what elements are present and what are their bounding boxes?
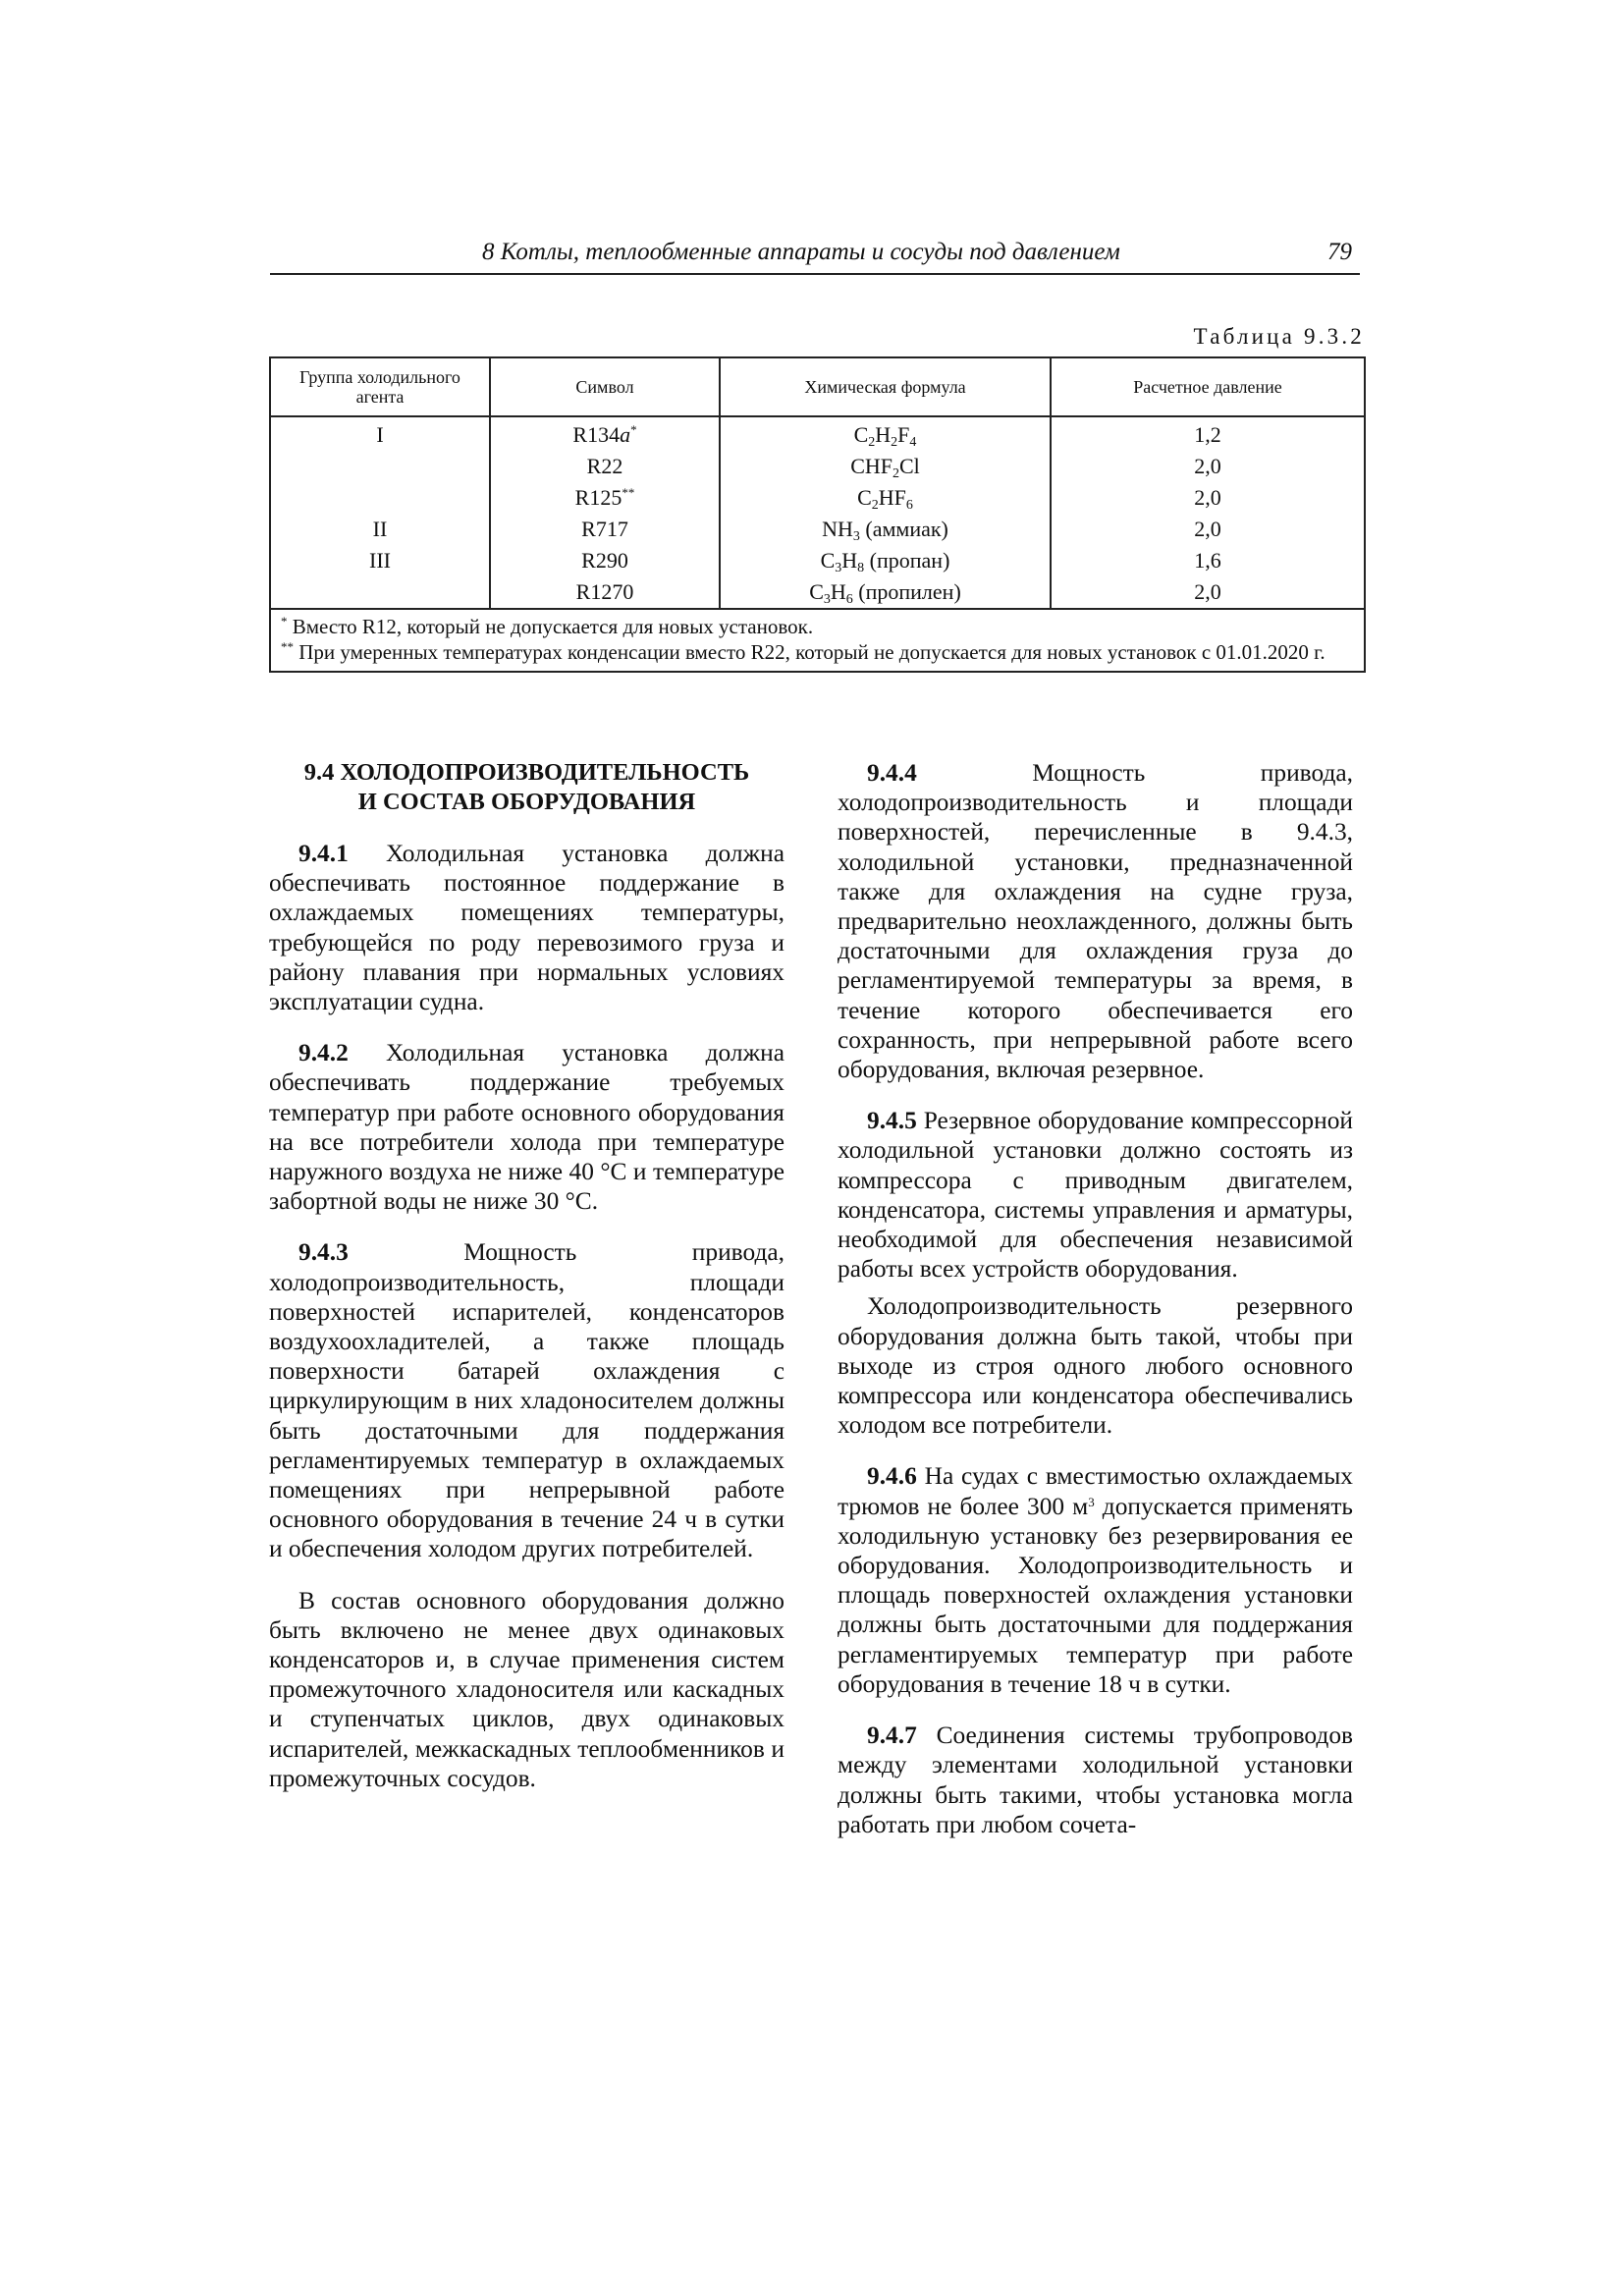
table-row (270, 482, 1365, 514)
footnote-text: При умеренных температурах конденсации вместо R22, который не допускается для новых установок с 01.01.2020 г. (294, 640, 1325, 664)
cell-pressure: 2,0 (1051, 451, 1365, 482)
cell-pressure: 1,6 (1051, 545, 1365, 576)
symbol-suffix: a (620, 422, 631, 447)
left-column (269, 758, 784, 1815)
symbol-text: R22 (586, 454, 623, 478)
footnote-mark: ** (281, 639, 294, 654)
paragraph-text: Мощность привода, холодопроизводительность и площади поверхностей, перечисленные в 9.4.3, холодильной установки, предназначенной также для охлаждения на судне груза, предварительно неохлажденного, должны быть достаточными для охлаждения груза до регламентируемой температуры за время, в течение которого обеспечивается его сохранность, при непрерывной работе всего оборудования, включая резервное. (838, 759, 1353, 1084)
cell-formula: $NH_3$ (аммиак) (720, 514, 1051, 545)
cell-symbol (490, 545, 720, 576)
symbol-text: R290 (581, 548, 628, 573)
cell-pressure: 2,0 (1051, 482, 1365, 514)
cell-symbol (490, 482, 720, 514)
column-header: Группа холодильного агента (270, 357, 490, 416)
paragraph-number: 9.4.6 (867, 1462, 917, 1491)
paragraph-text: Резервное оборудование компрессорной холодильной установки должно состоять из компрессора с приводным двигателем, конденсатора, системы управления и арматуры, необходимой для обеспечения независимой работы всех устройств оборудования. (838, 1107, 1353, 1284)
paragraph-text: Холодильная установка должна обеспечивать поддержание требуемых температур при работе основного оборудования на все потребители холода при температуре наружного воздуха не ниже 40 °С и температуре забортной воды не ниже 30 °С. (269, 1039, 784, 1216)
cell-group (270, 451, 490, 482)
table-notes-row (270, 609, 1365, 672)
paragraph-9-4-5-continued (838, 1291, 1353, 1440)
paragraph-text: допускается применять холодильную установку без резервирования ее оборудования. Холодопроизводительность и площадь поверхностей охлаждения установки должны быть достаточными для поддержания регламентируемых температур при работе оборудования в течение 18 ч в сутки. (838, 1492, 1353, 1698)
right-column (838, 758, 1353, 1861)
paragraph-9-4-2 (269, 1038, 784, 1216)
paragraph-9-4-5 (838, 1106, 1353, 1284)
paragraph-text: На судах с вместимостью охлаждаемых трюмов не более 300 м (838, 1462, 1353, 1520)
cell-formula: $C_3H_8$ (пропан) (720, 545, 1051, 576)
running-header (270, 239, 1360, 275)
table-row (270, 514, 1365, 545)
paragraph-text: Соединения системы трубопроводов между элементами холодильной установки должны быть такими, чтобы установка могла работать при любом сочета- (838, 1722, 1353, 1838)
cell-symbol (490, 514, 720, 545)
symbol-text: R125 (574, 485, 622, 510)
column-header: Расчетное давление (1051, 357, 1365, 416)
symbol-text: R717 (581, 517, 628, 541)
cell-group: II (270, 514, 490, 545)
paragraph-9-4-3-continued (269, 1586, 784, 1793)
paragraph-number: 9.4.5 (867, 1107, 917, 1135)
page-number: 79 (1327, 239, 1352, 265)
symbol-text: R134 (572, 422, 621, 447)
cell-formula: $C_2H_2F_4$ (720, 416, 1051, 451)
table-header-row (270, 357, 1365, 416)
paragraph-number: 9.4.7 (867, 1722, 917, 1750)
cell-group (270, 576, 490, 609)
paragraph-9-4-3 (269, 1237, 784, 1563)
footnote-mark: ** (622, 485, 635, 500)
paragraph-number: 9.4.1 (298, 840, 349, 867)
table-row (270, 451, 1365, 482)
cell-group (270, 482, 490, 514)
running-title: 8 Котлы, теплообменные аппараты и сосуды под давлением (482, 239, 1120, 265)
column-header: Химическая формула (720, 357, 1051, 416)
cell-formula: $CHF_2Cl$ (720, 451, 1051, 482)
table-row (270, 576, 1365, 609)
cell-symbol (490, 416, 720, 451)
cell-group: III (270, 545, 490, 576)
table-footnote (281, 614, 1354, 639)
table-row (270, 545, 1365, 576)
paragraph-text: Холодопроизводительность резервного оборудования должна быть такой, чтобы при выходе из строя одного любого основного компрессора или конденсатора обеспечивались холодом все потребители. (838, 1292, 1353, 1440)
section-title-line: И СОСТАВ ОБОРУДОВАНИЯ (357, 789, 696, 815)
paragraph-9-4-7 (838, 1721, 1353, 1839)
table-caption: Таблица 9.3.2 (1193, 324, 1365, 349)
table-row (270, 416, 1365, 451)
section-title-line: 9.4 ХОЛОДОПРОИЗВОДИТЕЛЬНОСТЬ (303, 759, 750, 786)
paragraph-number: 9.4.2 (298, 1039, 349, 1067)
superscript: 3 (1088, 1494, 1095, 1509)
paragraph-9-4-4 (838, 758, 1353, 1084)
cell-pressure: 2,0 (1051, 514, 1365, 545)
table-footnote (281, 639, 1354, 665)
cell-formula: $C_3H_6$ (пропилен) (720, 576, 1051, 609)
cell-symbol (490, 451, 720, 482)
cell-group: I (270, 416, 490, 451)
symbol-text: R1270 (575, 579, 634, 604)
refrigerant-table (269, 356, 1366, 673)
section-title (269, 758, 784, 817)
paragraph-9-4-1 (269, 839, 784, 1016)
cell-symbol (490, 576, 720, 609)
paragraph-number: 9.4.4 (867, 759, 917, 787)
cell-pressure: 2,0 (1051, 576, 1365, 609)
paragraph-9-4-6 (838, 1461, 1353, 1699)
paragraph-text: Мощность привода, холодопроизводительность, площади поверхностей испарителей, конденсаторов воздухоохладителей, а также площадь поверхности батарей охлаждения с циркулирующим в них хладоносителем должны быть достаточными для поддержания регламентируемых температур в охлаждаемых помещениях при непрерывной работе основного оборудования в течение 24 ч в сутки и обеспечения холодом других потребителей. (269, 1238, 784, 1563)
paragraph-text: Холодильная установка должна обеспечивать постоянное поддержание в охлаждаемых помещениях температуры, требующейся по роду перевозимого груза и району плавания при нормальных условиях эксплуатации судна. (269, 840, 784, 1016)
cell-pressure: 1,2 (1051, 416, 1365, 451)
footnote-mark: * (630, 422, 637, 437)
paragraph-text: В состав основного оборудования должно быть включено не менее двух одинаковых конденсаторов и, в случае применения систем промежуточного хладоносителя или каскадных и ступенчатых циклов, двух одинаковых испарителей, межкаскадных теплообменников и промежуточных сосудов. (269, 1586, 784, 1792)
paragraph-number: 9.4.3 (298, 1238, 349, 1267)
cell-formula: $C_2HF_6$ (720, 482, 1051, 514)
footnote-mark: * (281, 614, 288, 629)
column-header: Символ (490, 357, 720, 416)
table-notes (270, 609, 1365, 672)
footnote-text: Вместо R12, который не допускается для новых установок. (287, 615, 814, 638)
